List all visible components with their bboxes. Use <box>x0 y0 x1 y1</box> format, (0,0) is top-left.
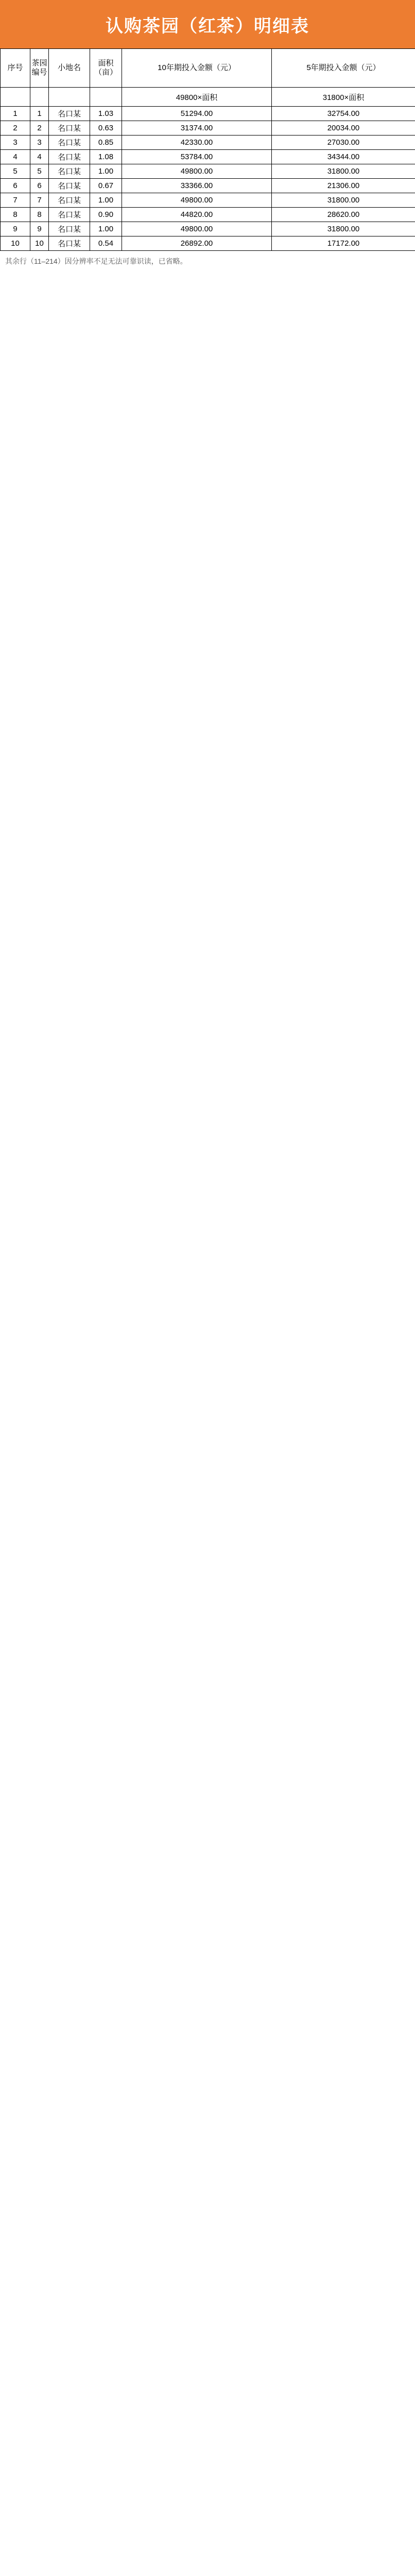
cell-seq: 5 <box>1 164 30 179</box>
cell-area: 0.54 <box>90 236 122 251</box>
cell-area: 1.00 <box>90 164 122 179</box>
table-row <box>1 150 415 164</box>
cell-seq: 4 <box>1 150 30 164</box>
cell-subplot: 名口某 <box>49 150 90 164</box>
cell-subplot: 名口某 <box>49 164 90 179</box>
cell-area: 0.90 <box>90 208 122 222</box>
cell-ten-year: 51294.00 <box>122 107 272 121</box>
table-row <box>1 208 415 222</box>
cell-ten-year: 31374.00 <box>122 121 272 135</box>
cell-plot-id: 3 <box>30 135 49 150</box>
cell-seq: 7 <box>1 193 30 208</box>
cell-seq: 1 <box>1 107 30 121</box>
cell-seq: 3 <box>1 135 30 150</box>
col-header-five-year: 5年期投入金额（元） <box>272 49 415 88</box>
cell-ten-year: 49800.00 <box>122 222 272 236</box>
cell-five-year: 31800.00 <box>272 164 415 179</box>
cell-subplot: 名口某 <box>49 222 90 236</box>
cell-five-year: 31800.00 <box>272 193 415 208</box>
cell-five-year: 17172.00 <box>272 236 415 251</box>
col-header-subplot: 小地名 <box>49 49 90 88</box>
cell-five-year: 21306.00 <box>272 179 415 193</box>
formula-row <box>1 88 415 107</box>
cell-seq: 6 <box>1 179 30 193</box>
header-row <box>1 49 415 88</box>
cell-plot-id: 4 <box>30 150 49 164</box>
table-row <box>1 164 415 179</box>
cell-subplot: 名口某 <box>49 236 90 251</box>
cell-ten-year: 26892.00 <box>122 236 272 251</box>
cell-seq: 8 <box>1 208 30 222</box>
cell-plot-id: 2 <box>30 121 49 135</box>
cell-five-year: 31800.00 <box>272 222 415 236</box>
cell-ten-year: 42330.00 <box>122 135 272 150</box>
table-row <box>1 135 415 150</box>
cell-five-year: 27030.00 <box>272 135 415 150</box>
cell-subplot: 名口某 <box>49 107 90 121</box>
cell-five-year: 34344.00 <box>272 150 415 164</box>
cell-plot-id: 9 <box>30 222 49 236</box>
cell-area: 1.03 <box>90 107 122 121</box>
cell-ten-year: 44820.00 <box>122 208 272 222</box>
cell-seq: 9 <box>1 222 30 236</box>
cell-five-year: 20034.00 <box>272 121 415 135</box>
formula-ten-year: 49800×面积 <box>122 88 272 107</box>
cell-plot-id: 10 <box>30 236 49 251</box>
cell-plot-id: 1 <box>30 107 49 121</box>
sheet-title: 认购茶园（红茶）明细表 <box>0 0 415 48</box>
cell-seq: 10 <box>1 236 30 251</box>
cell-plot-id: 5 <box>30 164 49 179</box>
cell-plot-id: 8 <box>30 208 49 222</box>
table-row <box>1 107 415 121</box>
cell-ten-year: 33366.00 <box>122 179 272 193</box>
cell-subplot: 名口某 <box>49 193 90 208</box>
table-row <box>1 179 415 193</box>
cell-area: 0.63 <box>90 121 122 135</box>
cell-plot-id: 7 <box>30 193 49 208</box>
cell-subplot: 名口某 <box>49 179 90 193</box>
table-body <box>1 88 415 251</box>
cell-subplot: 名口某 <box>49 135 90 150</box>
cell-ten-year: 49800.00 <box>122 164 272 179</box>
cell-area: 0.67 <box>90 179 122 193</box>
cell-subplot: 名口某 <box>49 208 90 222</box>
omitted-rows-note: 其余行（11–214）因分辨率不足无法可靠识读，已省略。 <box>5 257 187 265</box>
col-header-seq: 序号 <box>1 49 30 88</box>
col-header-ten-year: 10年期投入金额（元） <box>122 49 272 88</box>
cell-subplot: 名口某 <box>49 121 90 135</box>
spreadsheet <box>0 0 415 272</box>
cell-five-year: 28620.00 <box>272 208 415 222</box>
col-header-plot-id: 茶园编号 <box>30 49 49 88</box>
cell-area: 0.85 <box>90 135 122 150</box>
cell-area: 1.00 <box>90 193 122 208</box>
cell-area: 1.08 <box>90 150 122 164</box>
cell-ten-year: 49800.00 <box>122 193 272 208</box>
formula-five-year: 31800×面积 <box>272 88 415 107</box>
cell-seq: 2 <box>1 121 30 135</box>
cell-plot-id: 6 <box>30 179 49 193</box>
table-row <box>1 193 415 208</box>
table-row <box>1 222 415 236</box>
cell-area: 1.00 <box>90 222 122 236</box>
table-row <box>1 121 415 135</box>
col-header-area: 面积（亩） <box>90 49 122 88</box>
cell-ten-year: 53784.00 <box>122 150 272 164</box>
table-row <box>1 236 415 251</box>
tea-garden-table <box>0 48 415 251</box>
cell-five-year: 32754.00 <box>272 107 415 121</box>
